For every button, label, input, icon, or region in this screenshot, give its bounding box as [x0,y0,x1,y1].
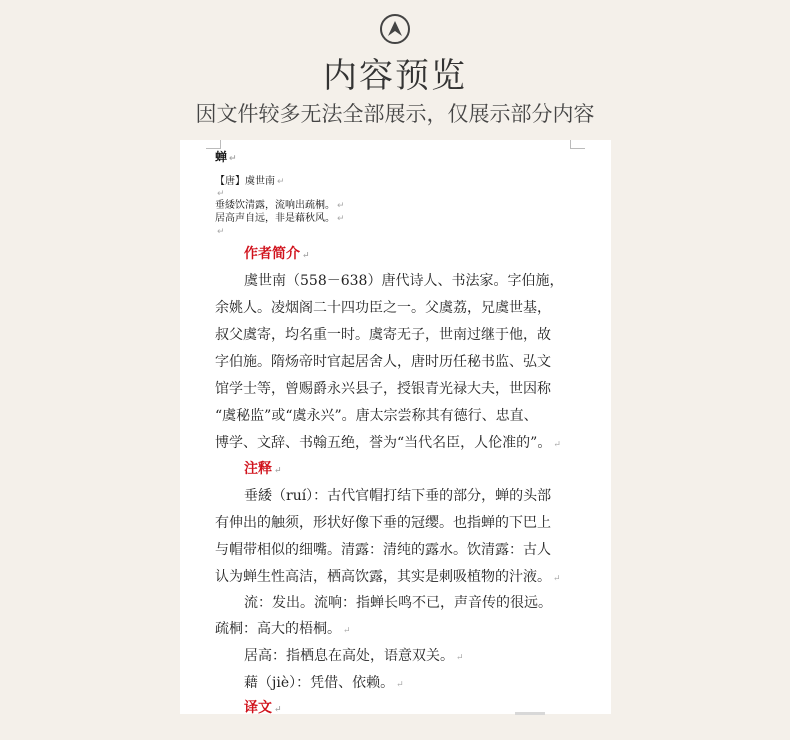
chevron-up-circle-icon [380,14,410,44]
page-title: 内容预览 [323,56,467,96]
note-line: 流：发出。流响：指蝉长鸣不已，声音传的很远。 [244,595,552,611]
scroll-indicator [515,712,545,715]
crop-mark [206,140,221,149]
bio-line: 虞世南（558－638）唐代诗人、书法家。字伯施， [244,273,564,289]
bio-line: 余姚人。凌烟阁二十四功臣之一。父虞荔，兄虞世基， [215,300,551,316]
note-line: 与帽带相似的细嘴。清露：清纯的露水。饮清露：古人 [215,542,551,558]
document-preview[interactable] [180,140,611,714]
bio-line: 馆学士等，曾赐爵永兴县子，授银青光禄大夫，世因称 [215,381,551,397]
crop-mark [570,140,585,149]
note-line: 有伸出的触须，形状好像下垂的冠缨。也指蝉的下巴上 [215,515,551,531]
blank-line: ↵ [217,189,225,199]
poem-line: 居高声自远，非是藉秋风。 ↵ [215,213,345,224]
section-heading-notes: 注释 ↵ [244,461,282,477]
poem-line: 垂緌饮清露，流响出疏桐。 ↵ [215,200,345,211]
bio-line: 叔父虞寄，均名重一时。虞寄无子，世南过继于他，故 [215,327,551,343]
section-heading-author: 作者简介 ↵ [244,246,310,262]
bio-line: “虞秘监”或“虞永兴”。唐太宗尝称其有德行、忠直、 [215,408,538,424]
section-heading-translation: 译文 ↵ [244,700,282,714]
note-line: 藉（jiè）：凭借、依赖。 ↵ [244,675,404,691]
bio-line: 字伯施。隋炀帝时官起居舍人，唐时历任秘书监、弘文 [215,354,551,370]
blank-line: ↵ [217,227,225,237]
page-subtitle: 因文件较多无法全部展示，仅展示部分内容 [195,102,595,126]
note-line: 垂緌（ruí）：古代官帽打结下垂的部分，蝉的头部 [244,488,552,504]
note-line: 疏桐：高大的梧桐。 ↵ [215,621,351,637]
note-line: 居高：指栖息在高处，语意双关。 ↵ [244,648,464,664]
poem-author: 【唐】虞世南 ↵ [215,176,285,187]
poem-title: 蝉 ↵ [215,150,237,164]
bio-line: 博学、文辞、书翰五绝，誉为“当代名臣，人伦准的”。 ↵ [215,435,561,451]
note-line: 认为蝉生性高洁，栖高饮露，其实是刺吸植物的汁液。 ↵ [215,569,561,585]
